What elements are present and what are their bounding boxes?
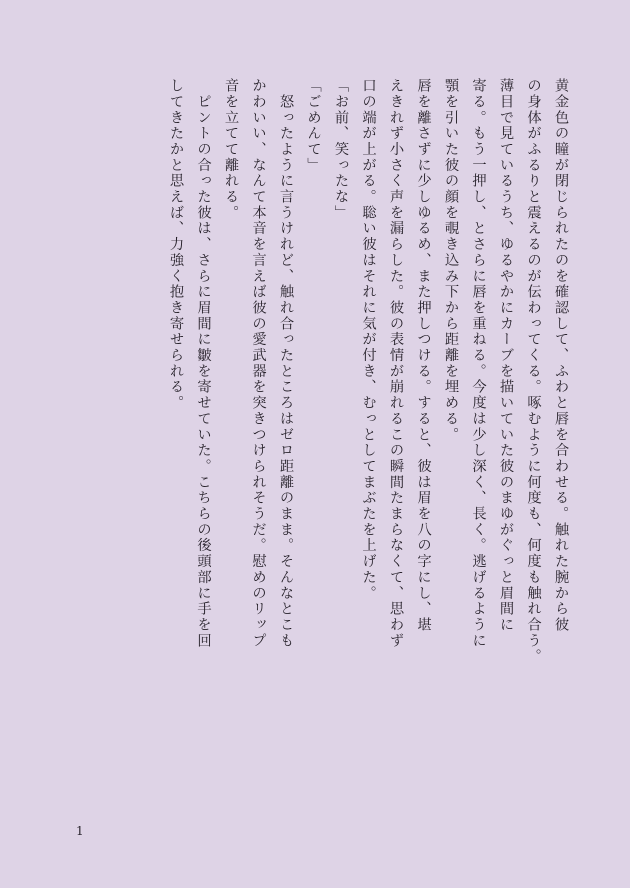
text-column: 黄金色の瞳が閉じられたのを確認して、ふわと唇を合わせる。触れた腕から彼 bbox=[553, 78, 569, 633]
text-column: 寄る。もう一押し、とさらに唇を重ねる。今度は少し深く、長く。逃げるように bbox=[470, 78, 487, 649]
text-column: 音を立てて離れる。 bbox=[223, 78, 239, 221]
text-column: えきれず小さく声を漏らした。彼の表情が崩れるこの瞬間たまらなくて、思わず bbox=[388, 78, 404, 649]
vertical-text-body bbox=[60, 78, 568, 818]
text-column: 「ごめんて」 bbox=[305, 78, 322, 174]
text-column: 唇を離さずに少しゆるめ、また押しつける。すると、彼は眉を八の字にし、堪 bbox=[415, 78, 432, 633]
text-column: ピントの合った彼は、さらに眉間に皺を寄せていた。こちらの後頭部に手を回 bbox=[195, 78, 212, 649]
text-column: してきたかと思えば、力強く抱き寄せられる。 bbox=[168, 78, 184, 411]
page-number: 1 bbox=[76, 824, 84, 838]
text-column: 「お前、笑ったな」 bbox=[333, 78, 349, 221]
text-column: かわいい、なんて本音を言えば彼の愛武器を突きつけられそうだ。慰めのリップ bbox=[250, 78, 267, 649]
text-column: の身体がふるりと震えるのが伝わってくる。啄むように何度も、何度も触れ合う。 bbox=[525, 78, 542, 665]
text-column: 口の端が上がる。聡い彼はそれに気が付き、むっとしてまぶたを上げた。 bbox=[360, 78, 377, 602]
text-column: 顎を引いた彼の顔を覗き込み下から距離を埋める。 bbox=[443, 78, 459, 443]
text-column: 怒ったように言うけれど、触れ合ったところはゼロ距離のまま。そんなとこも bbox=[278, 78, 294, 649]
text-column: 薄目で見ているうち、ゆるやかにカーブを描いていた彼のまゆがぐっと眉間に bbox=[498, 78, 514, 633]
